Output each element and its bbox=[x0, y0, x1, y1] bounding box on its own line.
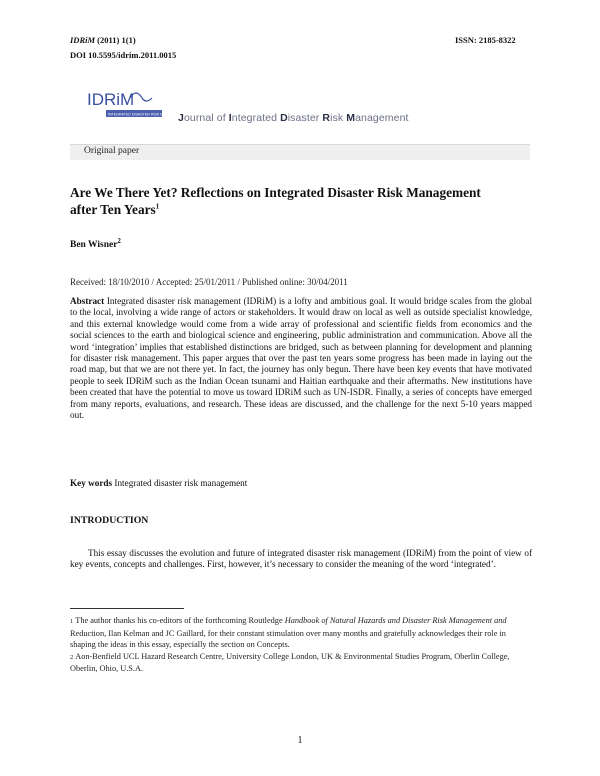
volume-issue: (2011) 1(1) bbox=[97, 35, 136, 45]
author-footnote-mark[interactable]: 2 bbox=[117, 236, 121, 245]
article-title: Are We There Yet? Reflections on Integrated Disaster Risk Management after Ten Years$^1$ bbox=[70, 185, 481, 217]
footnote-2: 2 Aon-Benfield UCL Hazard Research Centre, University College London, UK & Environmental Studies Program, Oberlin College, Oberlin, Ohio, U.S.A. bbox=[70, 651, 510, 674]
abstract-label: Abstract bbox=[70, 296, 105, 306]
logo-wordmark: IDRiM bbox=[87, 90, 135, 109]
logo-subtext: INTEGRATED DISASTER RISK M bbox=[108, 112, 164, 117]
abstract-text: Integrated disaster risk management (IDRiM) is a lofty and ambitious goal. It would bridge scales from the global to the local, involving a wide range of actors or stakeholders. It would draw on local as well as outside specialist knowledge, and this external knowledge would come from a wide array of professional and scientific fields from economics and the social sciences to the earth and biological science and engineering, public administration and communication. Above all the word ‘integration’ implies that established distinctions are bridged, such as between planning for development and planning for disaster risk management. This paper argues that over the past ten years some progress has been made in laying out the road map, but that we are not there yet. In fact, the journey has only begun. There have been key events that have motivated people to seek IDRiM such as the Indian Ocean tsunami and Haitian earthquake and their aftermaths. New institutions have been created that have the potential to move us toward IDRiM such as UN-ISDR. Finally, a series of concepts have emerged from many reports, evaluations, and research. These ideas are discussed, and the challenge for the next 5-10 years mapped out. bbox=[70, 296, 533, 421]
issn: ISSN: 2185-8322 bbox=[455, 35, 516, 45]
section-heading-introduction: INTRODUCTION bbox=[70, 515, 149, 526]
footnote-divider bbox=[70, 608, 184, 609]
introduction-paragraph: This essay discusses the evolution and future of integrated disaster risk management (IDRiM) from the point of view of key events, concepts and challenges. First, however, it’s necessary to consider the meaning of the word ‘integrated’. bbox=[70, 548, 532, 570]
publication-dates: Received: 18/10/2010 / Accepted: 25/01/2011 / Published online: 30/04/2011 bbox=[70, 277, 348, 287]
journal-abbr: IDRiM bbox=[70, 35, 96, 45]
idrim-logo-graphic bbox=[86, 86, 164, 120]
doi-link[interactable]: DOI 10.5595/idrim.2011.0015 bbox=[70, 50, 177, 60]
keywords-text: Integrated disaster risk management bbox=[114, 478, 248, 488]
abstract bbox=[70, 296, 532, 421]
idrim-logo bbox=[86, 86, 164, 120]
author: Ben Wisner$^2$ bbox=[70, 236, 121, 250]
title-footnote-mark[interactable]: 1 bbox=[155, 202, 160, 211]
paper-type-label: Original paper bbox=[84, 146, 140, 156]
keywords bbox=[70, 478, 247, 488]
journal-title: Journal of Integrated Disaster Risk Management bbox=[178, 112, 409, 124]
footnotes bbox=[70, 615, 532, 675]
footnote-1: 1 The author thanks his co-editors of the forthcoming Routledge Handbook of Natural Hazards and Disaster Risk Management and Reduction, Ilan Kelman and JC Gaillard, for their constant stimulation over many months and gratefully acknowledges their role in shaping the ideas in this essay, especially the section on Concepts. bbox=[70, 616, 507, 650]
keywords-label: Key words bbox=[70, 478, 113, 488]
running-header-citation bbox=[70, 35, 136, 45]
paper-type-bar bbox=[70, 144, 530, 160]
page-number: 1 bbox=[297, 735, 303, 746]
